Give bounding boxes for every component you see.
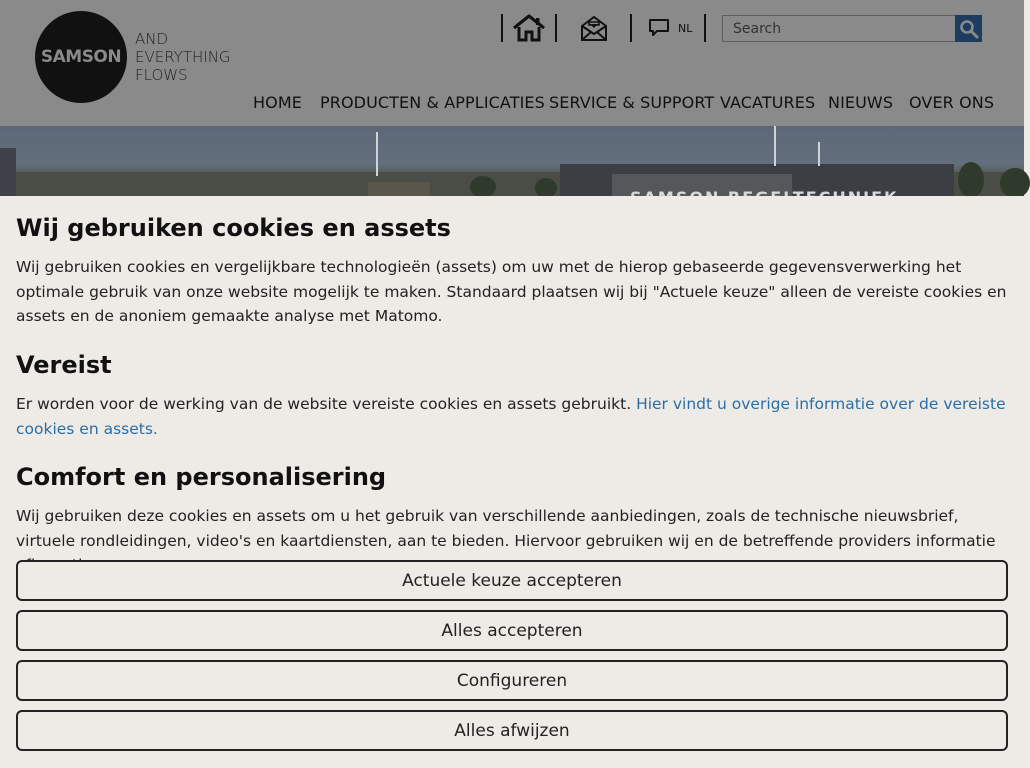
tagline-line: AND [135,30,169,48]
divider [630,14,632,42]
search-box [722,15,956,42]
section-title-comfort: Comfort en personalisering [16,463,387,491]
tagline-line: EVERYTHING [135,48,231,66]
language-label: NL [678,21,693,35]
configure-button[interactable]: Configureren [16,660,1008,701]
accept-all-button[interactable]: Alles accepteren [16,610,1008,651]
search-input[interactable] [733,21,955,37]
newsletter-link[interactable] [580,14,608,42]
divider [704,14,706,42]
section-title-required: Vereist [16,351,112,379]
nav-home[interactable]: HOME [253,93,302,112]
dialog-intro: Wij gebruiken cookies en vergelijkbare technologieën (assets) om uw met de hierop gebaseerde gegevensverwerking het optimale gebruik van onze website mogelijk te maken. Standaard plaatsen wij bij "Actuele keuze" alleen de vereiste cookies en assets en de anoniem gemaakte analyse met Matomo. [16,258,1007,325]
cookie-consent-dialog [0,196,1024,768]
nav-products-applications[interactable]: PRODUCTEN & APPLICATIES [320,93,545,112]
reject-all-button[interactable]: Alles afwijzen [16,710,1008,751]
search-button[interactable] [955,15,982,42]
language-selector[interactable] [648,14,692,42]
nav-service-support[interactable]: SERVICE & SUPPORT [549,93,715,112]
required-info-link[interactable]: Hier vindt u overige informatie over de vereiste cookies en assets. [16,395,1006,438]
cookie-text-scroll-area[interactable] [16,196,1008,548]
envelope-icon [580,14,608,42]
tagline [135,30,231,84]
speech-bubble-icon [648,17,670,39]
site-header [0,0,1024,126]
section-text-required [16,392,1008,441]
dialog-title: Wij gebruiken cookies en assets [16,214,451,242]
nav-about-us[interactable]: OVER ONS [909,93,995,112]
section-text-comfort: Wij gebruiken deze cookies en assets om u het gebruik van verschillende aanbiedingen, zoals de technische nieuwsbrief, virtuele rondleidingen, video's en kaartdiensten, aan te bieden. Hiervoor gebruiken wij en de betreffende providers informatie [16,507,996,550]
divider [555,14,557,42]
required-description: Er worden voor de werking van de website vereiste cookies en assets gebruikt. [16,395,637,413]
nav-news[interactable]: NIEUWS [828,93,894,112]
samson-logo[interactable] [35,11,127,103]
search-icon [959,19,979,39]
divider [501,14,503,42]
tagline-line: FLOWS [135,66,188,84]
home-link[interactable] [512,14,546,42]
hero-image [0,126,1024,196]
nav-vacancies[interactable]: VACATURES [720,93,816,112]
logo-text: SAMSON [40,47,122,67]
home-icon [512,14,546,42]
accept-current-button[interactable]: Actuele keuze accepteren [16,560,1008,601]
